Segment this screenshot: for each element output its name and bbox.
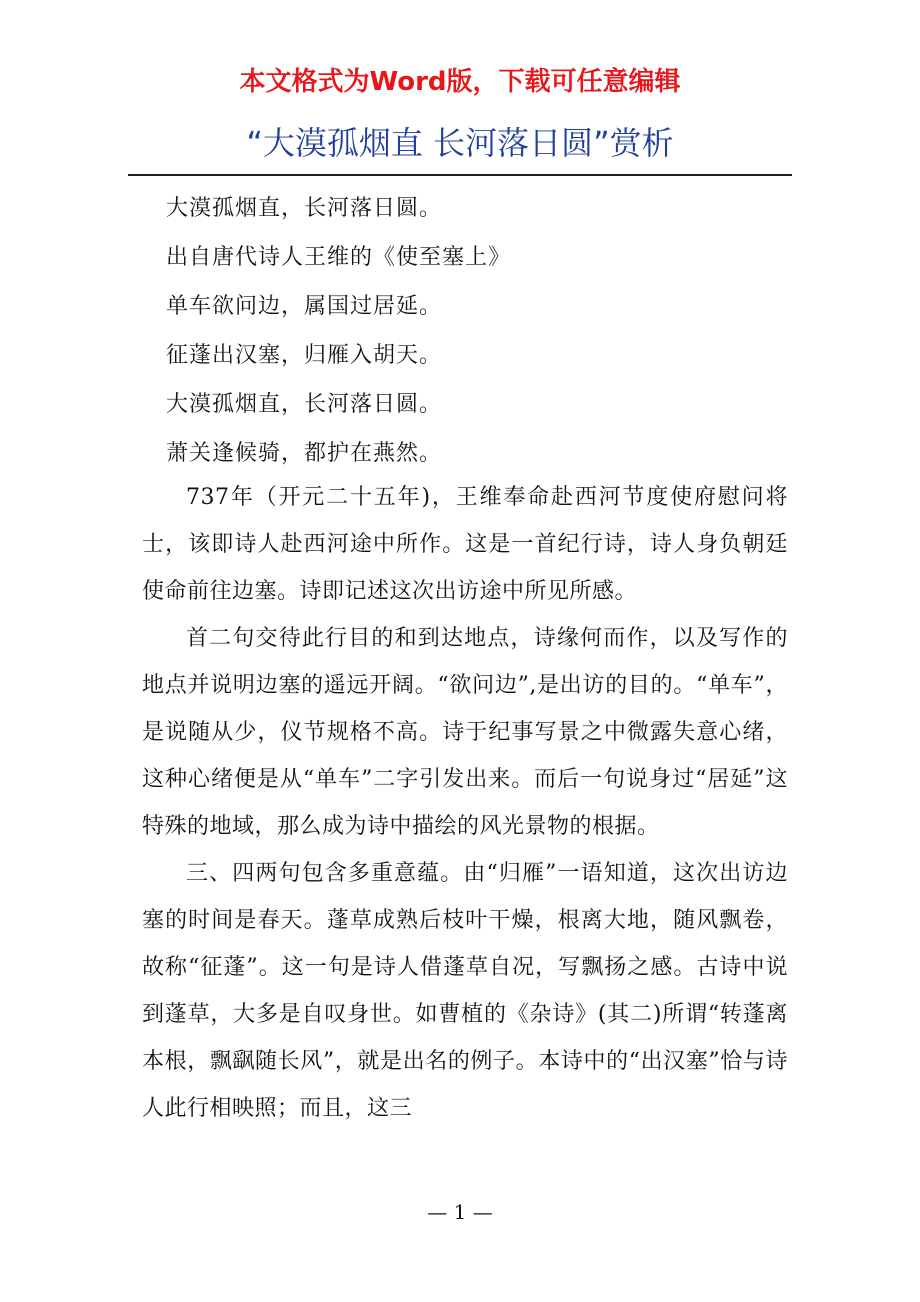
poem-line: 萧关逢候骑，都护在燕然。 bbox=[166, 441, 443, 466]
document-title: “大漠孤烟直 长河落日圆”赏析 bbox=[246, 124, 674, 162]
poem-line: 征蓬出汉塞，归雁入胡天。 bbox=[166, 343, 443, 368]
poem-block bbox=[166, 184, 786, 478]
paragraph-background: 737年（开元二十五年)，王维奉命赴西河节度使府慰问将士，该即诗人赴西河途中所作。这是一首纪行诗，诗人身负朝廷使命前往边塞。诗即记述这次出访途中所见所感。 bbox=[142, 485, 788, 604]
poem-line: 大漠孤烟直，长河落日圆。 bbox=[166, 392, 443, 417]
commentary-body bbox=[142, 474, 788, 1132]
paragraph-second-couplet: 三、四两句包含多重意蕴。由“归雁”一语知道，这次出访边塞的时间是春天。蓬草成熟后枝叶干燥，根离大地，随风飘卷，故称“征蓬”。这一句是诗人借蓬草自况，写飘扬之感。古诗中说到蓬草，大多是自叹身世。如曹植的《杂诗》(其二)所谓“转蓬离本根，飘飖随长风”，就是出名的例子。本诗中的“出汉塞”恰与诗人此行相映照；而且，这三 bbox=[142, 861, 788, 1121]
format-notice-banner: 本文格式为Word版，下载可任意编辑 bbox=[239, 67, 681, 97]
poem-line: 单车欲问边，属国过居延。 bbox=[166, 294, 443, 319]
poem-source-line: 出自唐代诗人王维的《使至塞上》 bbox=[166, 245, 512, 270]
title-divider bbox=[128, 174, 792, 176]
page-number: — 1 — bbox=[427, 1200, 493, 1224]
paragraph-first-couplet: 首二句交待此行目的和到达地点，诗缘何而作，以及写作的地点并说明边塞的遥远开阔。“欲问边”,是出访的目的。“单车”，是说随从少，仪节规格不高。诗于纪事写景之中微露失意心绪，这种心绪便是从“单车”二字引发出来。而后一句说身过“居延”这特殊的地域，那么成为诗中描绘的风光景物的根据。 bbox=[142, 626, 788, 839]
poem-line: 大漠孤烟直，长河落日圆。 bbox=[166, 196, 443, 221]
